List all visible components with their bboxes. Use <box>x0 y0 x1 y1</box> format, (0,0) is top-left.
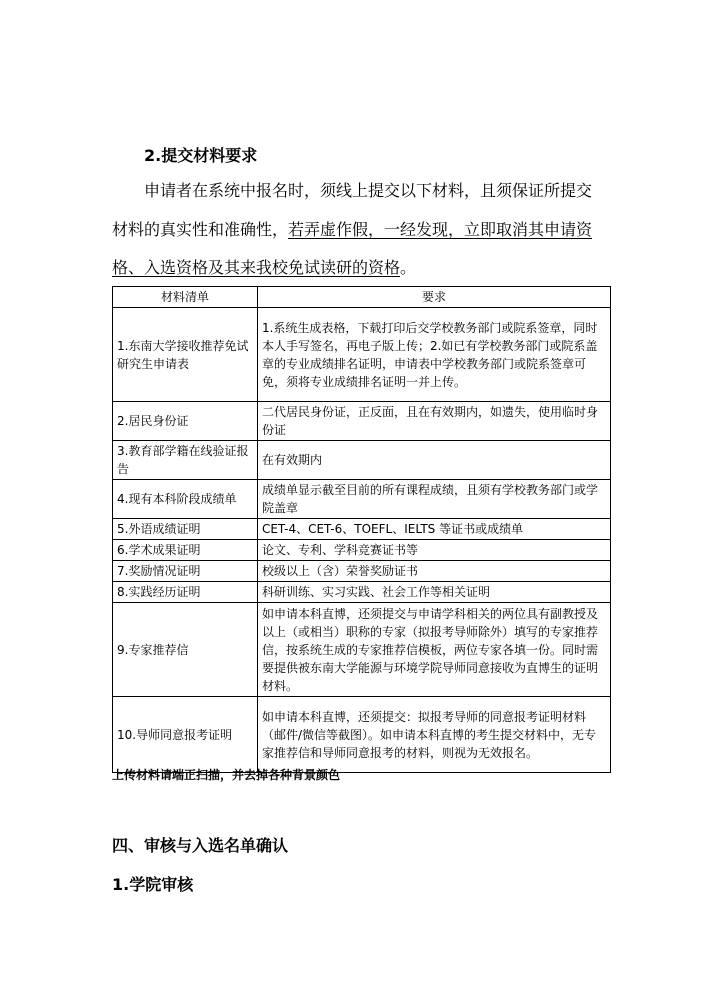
header-materials-list: 材料清单 <box>113 287 258 308</box>
material-requirement: 论文、专利、学科竞赛证书等 <box>257 540 610 561</box>
material-item: 7.奖励情况证明 <box>113 561 258 582</box>
table-header-row <box>113 287 611 308</box>
material-requirement: 校级以上（含）荣誉奖励证书 <box>257 561 610 582</box>
table-row <box>113 519 611 540</box>
section-heading-review: 四、审核与入选名单确认 <box>112 836 289 855</box>
materials-table <box>112 286 611 773</box>
table-row <box>113 480 611 519</box>
header-requirements: 要求 <box>257 287 610 308</box>
table-row <box>113 582 611 603</box>
section-heading-submit-materials: 2.提交材料要求 <box>144 146 258 165</box>
material-item: 10.导师同意报考证明 <box>113 697 258 773</box>
material-requirement: 在有效期内 <box>257 441 610 480</box>
table-row <box>113 603 611 697</box>
subsection-heading-college-review: 1.学院审核 <box>112 875 194 894</box>
material-item: 5.外语成绩证明 <box>113 519 258 540</box>
paragraph-line-3 <box>112 257 416 279</box>
material-requirement: 成绩单显示截至目前的所有课程成绩，且须有学校教务部门或学院盖章 <box>257 480 610 519</box>
material-requirement: 如申请本科直博，还须提交：拟报考导师的同意报考证明材料（邮件/微信等截图）。如申请本科直博的考生提交材料中，无专家推荐信和导师同意报考的材料，则视为无效报名。 <box>257 697 610 773</box>
material-item: 6.学术成果证明 <box>113 540 258 561</box>
material-requirement: 如申请本科直博，还须提交与申请学科相关的两位具有副教授及以上（或相当）职称的专家（拟报考导师除外）填写的专家推荐信，按系统生成的专家推荐信模板，两位专家各填一份。同时需要提供被东南大学能源与环境学院导师同意接收为直博生的证明材料。 <box>257 603 610 697</box>
material-item: 9.专家推荐信 <box>113 603 258 697</box>
table-row <box>113 308 611 402</box>
material-item: 8.实践经历证明 <box>113 582 258 603</box>
upload-note: 上传材料请端正扫描，并去掉各种背景颜色 <box>112 768 341 782</box>
paragraph-line-3-end: 。 <box>400 258 417 277</box>
paragraph-line-2 <box>112 219 592 241</box>
material-item: 4.现有本科阶段成绩单 <box>113 480 258 519</box>
material-item: 1.东南大学接收推荐免试研究生申请表 <box>113 308 258 402</box>
material-requirement: 1.系统生成表格，下载打印后交学校教务部门或院系签章，同时本人手写签名，再电子版上传；2.如已有学校教务部门或院系盖章的专业成绩排名证明，申请表中学校教务部门或院系签章可免，须将专业成绩排名证明一并上传。 <box>257 308 610 402</box>
paragraph-line-2-underlined: 若弄虚作假，一经发现，立即取消其申请资 <box>288 220 593 239</box>
material-requirement: 二代居民身份证，正反面，且在有效期内，如遗失，使用临时身份证 <box>257 402 610 441</box>
paragraph-line-2-plain: 材料的真实性和准确性， <box>112 220 289 239</box>
table-row <box>113 561 611 582</box>
material-requirement: 科研训练、实习实践、社会工作等相关证明 <box>257 582 610 603</box>
table-row <box>113 402 611 441</box>
paragraph-line-1: 申请者在系统中报名时，须线上提交以下材料，且须保证所提交 <box>144 181 593 200</box>
material-item: 3.教育部学籍在线验证报告 <box>113 441 258 480</box>
table-row <box>113 441 611 480</box>
table-row <box>113 697 611 773</box>
material-requirement: CET-4、CET-6、TOEFL、IELTS 等证书或成绩单 <box>257 519 610 540</box>
table-row <box>113 540 611 561</box>
paragraph-line-3-underlined: 格、入选资格及其来我校免试读研的资格 <box>112 258 401 277</box>
material-item: 2.居民身份证 <box>113 402 258 441</box>
